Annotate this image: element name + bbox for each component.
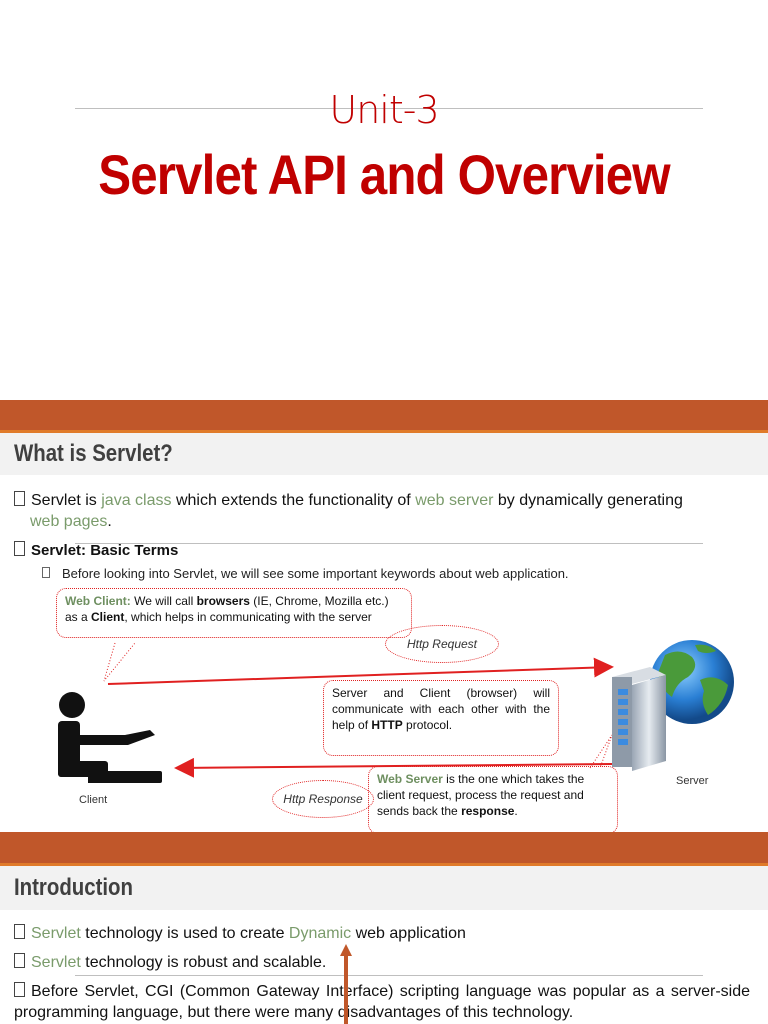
vertical-arrow <box>338 944 354 1024</box>
slide-top-bar <box>0 400 768 433</box>
intro-bullet-3: Before Servlet, CGI (Common Gateway Interface) scripting language was popular as a server-side programming language, but there were many disadvantages of this technology. <box>14 983 750 1021</box>
bullet-definition: Servlet is java class which extends the functionality of web server by dynamically generating web pages. <box>14 490 754 532</box>
unit-label: Unit-3 <box>329 88 439 132</box>
content-rule-2 <box>75 975 703 976</box>
callout-http-protocol: Server and Client (browser) will communicate with each other with the help of HTTP protocol. <box>323 680 559 756</box>
server-icon <box>612 667 666 771</box>
bullet-icon <box>14 491 25 506</box>
server-label: Server <box>676 775 709 787</box>
sub-bullet-icon <box>42 567 50 578</box>
sub-bullet: Before looking into Servlet, we will see some important keywords about web application. <box>42 566 569 581</box>
section-header-2 <box>0 866 768 910</box>
bullet-icon <box>14 541 25 556</box>
callout-web-server: Web Server is the one which takes the client request, process the request and sends back the response. <box>368 766 618 834</box>
bullet-icon <box>14 982 25 997</box>
slide-top-bar-2 <box>0 832 768 866</box>
intro-bullet-2: Servlet technology is robust and scalable. <box>14 952 326 973</box>
slide-title: Servlet API and Overview <box>98 143 670 206</box>
bullet-basic-terms: Servlet: Basic Terms <box>14 540 178 561</box>
section-heading: What is Servlet? <box>14 440 173 467</box>
http-request-label: Http Request <box>385 625 499 663</box>
callout-web-client: Web Client: We will call browsers (IE, Chrome, Mozilla etc.) as a Client, which helps in communicating with the server <box>56 588 412 638</box>
client-label: Client <box>79 794 108 806</box>
bullet-icon <box>14 924 25 939</box>
intro-bullet-1: Servlet technology is used to create Dynamic web application <box>14 923 466 944</box>
section-header <box>0 433 768 475</box>
client-icon <box>58 692 162 783</box>
http-response-label: Http Response <box>272 780 374 818</box>
bullet-icon <box>14 953 25 968</box>
section-heading-2: Introduction <box>14 874 133 901</box>
